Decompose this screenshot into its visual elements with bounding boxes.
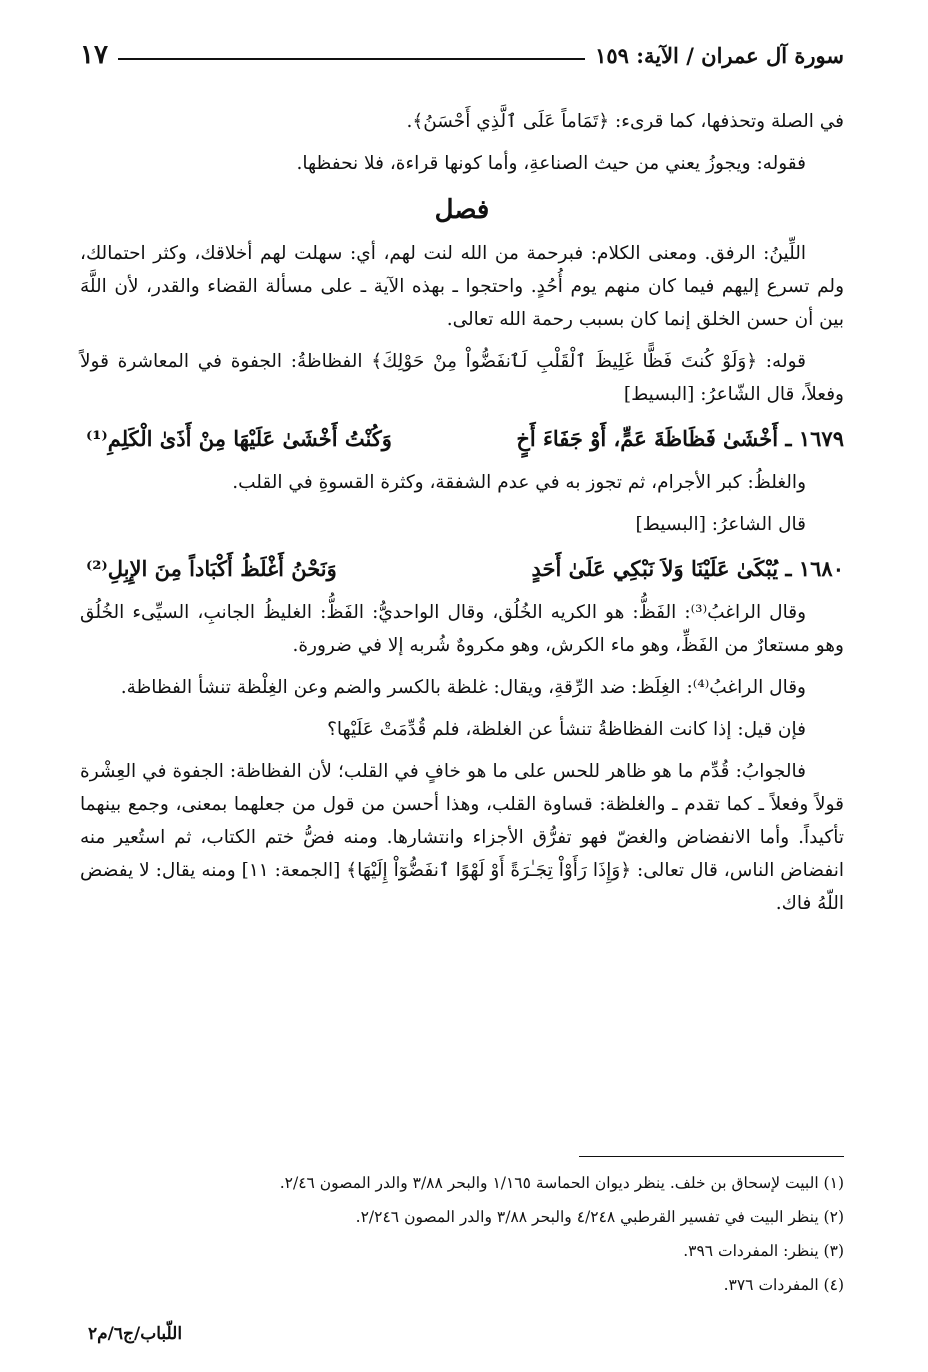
paragraph-2: فقوله: ويجوزُ يعني من حيث الصناعةِ، وأما كونها قراءة، فلا نحفظها. [296,153,806,174]
footnotes [80,1166,844,1302]
paragraph-9: فإن قيل: إذا كانت الفظاظةُ تنشأ عن الغلظة، فلم قُدِّمَتْ عَلَيْها؟ [327,719,806,740]
paragraph-7: وقال الراغبُ⁽³⁾: الفَظُّ: هو الكريه الخُلُق، وقال الواحديُّ: الفَظُّ: الغليظُ الجانبِ، السيِّىء الخُلُق وهو مستعارٌ من الفَظِّ، وهو ماء الكرش، وهو مكروهٌ شُربه إلا في ضرورة. [80,602,844,656]
footnote-2: (٢) ينظر البيت في تفسير القرطبي ٤/٢٤٨ والبحر ٣/٨٨ والدر المصون ٢/٢٤٦. [355,1208,844,1226]
footnote-3: (٣) ينظر: المفردات ٣٩٦. [683,1242,844,1260]
signature-mark: اللّباب/ج٦/م٢ [88,1324,183,1344]
verse-1679-first-hemistich: ١٦٧٩ ـ أَخْشَىٰ فَظَاظَةَ عَمٍّ، أَوْ جَفَاءَ أَخٍ [516,426,844,451]
verse-1680-second-hemistich: وَنَحْنُ أَغْلَظُ أَكْبَاداً مِنَ الإِبِلِ⁽²⁾ [86,556,337,581]
footnote-1: (١) البيت لإسحاق بن خلف. ينظر ديوان الحماسة ١/١٦٥ والبحر ٣/٨٨ والدر المصون ٢/٤٦. [279,1174,844,1192]
paragraph-10: فالجوابُ: قُدِّم ما هو ظاهر للحس على ما هو خافٍ في القلب؛ لأن الفظاظة: الجفوة في العِشْرة قولاً وفعلاً ـ كما تقدم ـ والغلظة: قساوة القلب، وهذا أحسن من قول من جعلهما بمعنى، وجمع بينهما تأكيداً. وأما الانفضاض والغضّ فهو تفرُّق الأجزاء وانتشارها. ومنه فضُّ ختم الكتاب، ثم استُعير منه انفضاض الناس، قال تعالى: ﴿وَإِذَا رَأَوْاْ تِجَـٰرَةً أَوْ لَهْوًا ٱنفَضُّوٓاْ إِلَيْهَا﴾ [الجمعة: ١١] ومنه يقال: لا يفضض اللّهُ فاك. [80,761,844,914]
paragraph-5: والغلظُ: كبر الأجرام، ثم تجوز به في عدم الشفقة، وكثرة القسوةِ في القلب. [232,472,806,493]
poetry-verse-1679 [80,420,844,458]
footnote-4: (٤) المفردات ٣٧٦. [723,1276,844,1294]
paragraph-6: قال الشاعرُ: [البسيط] [635,514,806,535]
footnote-separator [579,1156,844,1157]
header-rule [118,58,585,60]
verse-1679-second-hemistich: وَكُنْتُ أَخْشَىٰ عَلَيْهَا مِنْ أَذَىٰ الْكَلِمِ⁽¹⁾ [86,426,392,451]
running-title: سورة آل عمران / الآية: ١٥٩ [595,43,844,68]
paragraph-1: في الصلة وتحذفها، كما قرىء: ﴿تَمَاماً عَلَى ٱلَّذِي أَحْسَنُ﴾. [406,111,844,132]
paragraph-8: وقال الراغبُ⁽⁴⁾: الغِلَظ: ضد الرِّقةِ، ويقال: غلظة بالكسر والضم وعن الغِلْظة تنشأ الفظاظة. [120,677,806,698]
section-heading: فصل [434,195,490,225]
page-number: ١٧ [80,40,108,70]
paragraph-4: قوله: ﴿وَلَوْ كُنتَ فَظًّا غَلِيظَ ٱلْقَلْبِ لَٱنفَضُّواْ مِنْ حَوْلِكَ﴾ الفظاظةُ: الجفوة في المعاشرة قولاً وفعلاً، قال الشّاعرُ: [البسيط] [80,351,844,405]
page-header [80,28,844,72]
page-body [80,105,844,929]
paragraph-3: اللِّينُ: الرفق. ومعنى الكلام: فبرحمة من الله لنت لهم، أي: سهلت لهم أخلاقك، وكثر احتمالك، ولم تسرع إليهم فيما كان منهم يوم أُحُدٍ. واحتجوا ـ بهذه الآية ـ على مسألة القضاء والقدر، لأن اللَّهَ بين أن حسن الخلق إنما كان بسبب رحمة الله تعالى. [80,243,844,330]
verse-1680-first-hemistich: ١٦٨٠ ـ يُبْكَىٰ عَلَيْنَا وَلاَ نَبْكِي عَلَىٰ أَحَدٍ [531,556,844,581]
poetry-verse-1680 [80,550,844,588]
